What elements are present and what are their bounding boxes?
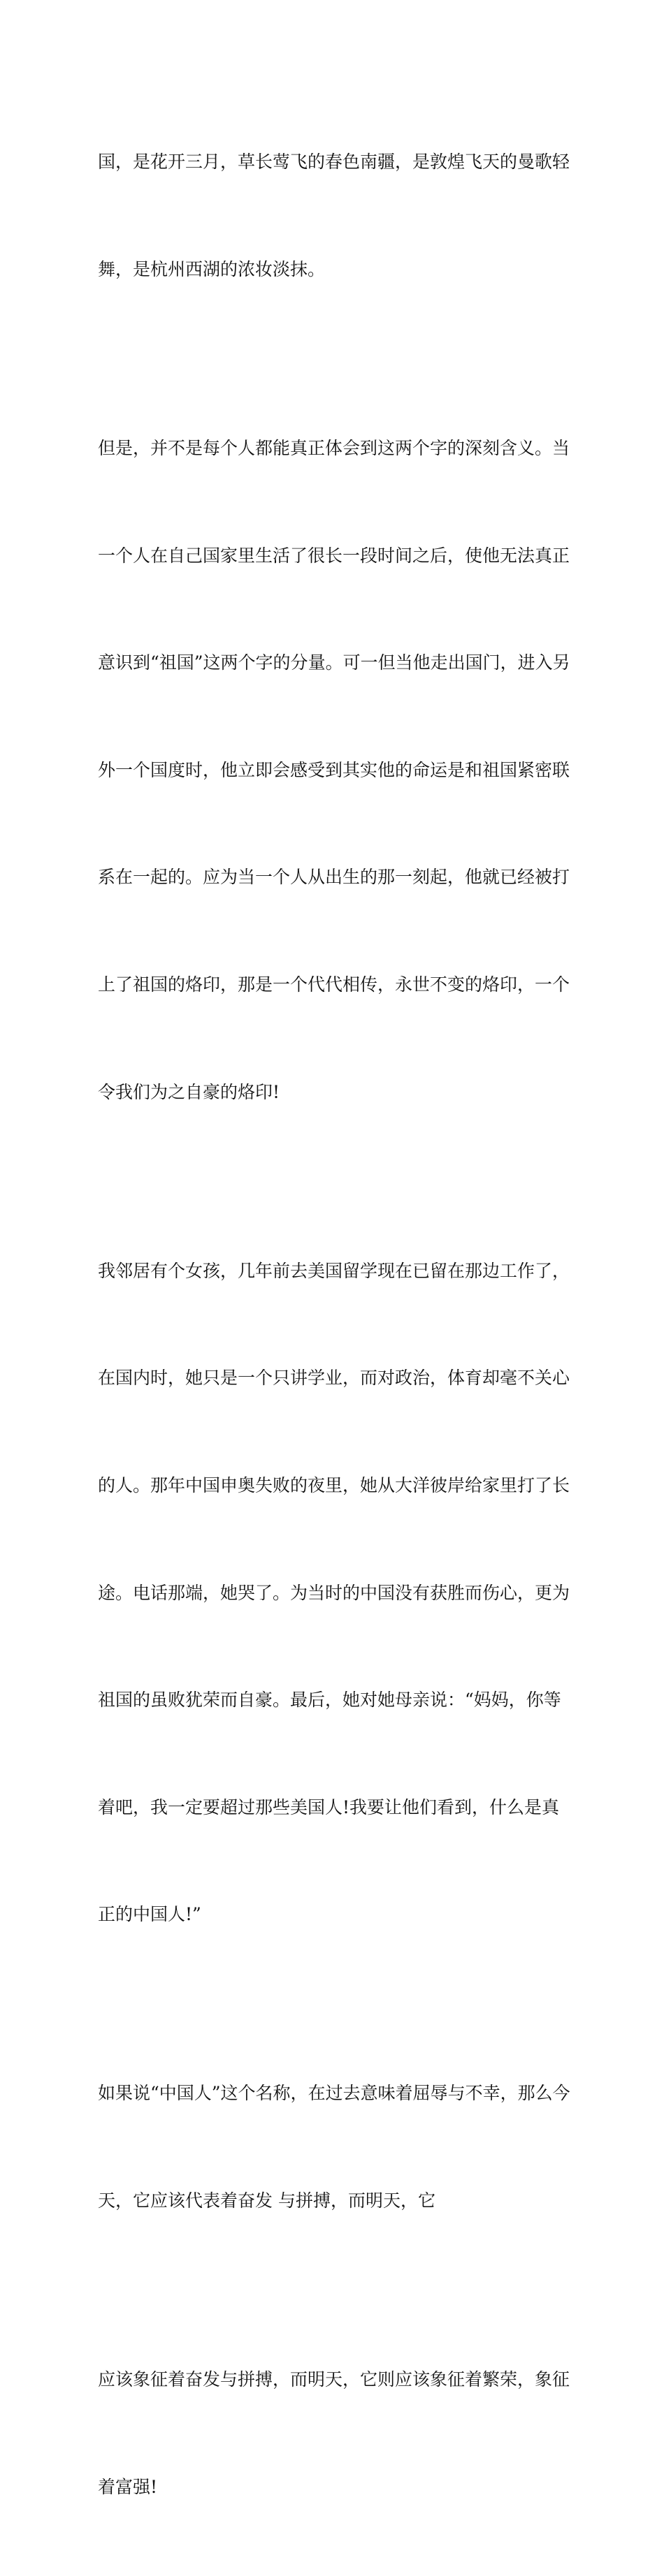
text-line: 的人。那年中国申奥失败的夜里，她从大洋彼岸给家里打了长 bbox=[98, 1474, 570, 1495]
text-line: 我邻居有个女孩，几年前去美国留学现在已留在那边工作了， bbox=[98, 1260, 570, 1281]
text-line: 令我们为之自豪的烙印! bbox=[98, 1081, 280, 1102]
paragraph-4 bbox=[98, 2004, 573, 2290]
text-line: 外一个国度时，他立即会感受到其实他的命运是和祖国紧密联 bbox=[98, 759, 570, 780]
text-line: 但是，并不是每个人都能真正体会到这两个字的深刻含义。当 bbox=[98, 438, 570, 459]
text-line: 系在一起的。应为当一个人从出生的那一刻起，他就已经被打 bbox=[98, 867, 570, 888]
document-body bbox=[98, 73, 573, 2576]
text-line: 祖国的虽败犹荣而自豪。最后，她对她母亲说：“妈妈，你等 bbox=[98, 1690, 561, 1711]
paragraph-3 bbox=[98, 1181, 573, 2004]
text-line: 应该象征着奋发与拼搏，而明天，它则应该象征着繁荣，象征 bbox=[98, 2369, 570, 2390]
paragraph-1 bbox=[98, 73, 573, 359]
text-line: 天，它应该代表着奋发 与拼搏，而明天，它 bbox=[98, 2190, 435, 2211]
text-line: 途。电话那端，她哭了。为当时的中国没有获胜而伤心，更为 bbox=[98, 1582, 570, 1603]
text-line: 着富强! bbox=[98, 2476, 158, 2497]
text-line: 着吧，我一定要超过那些美国人!我要让他们看到，什么是真 bbox=[98, 1796, 560, 1817]
text-line: 意识到“祖国”这两个字的分量。可一但当他走出国门，进入另 bbox=[98, 652, 570, 673]
paragraph-5 bbox=[98, 2290, 573, 2576]
text-line: 一个人在自己国家里生活了很长一段时间之后，使他无法真正 bbox=[98, 545, 570, 566]
paragraph-2 bbox=[98, 359, 573, 1182]
text-line: 在国内时，她只是一个只讲学业，而对政治，体育却毫不关心 bbox=[98, 1368, 570, 1389]
text-line: 正的中国人!” bbox=[98, 1904, 201, 1925]
text-line: 舞，是杭州西湖的浓妆淡抹。 bbox=[98, 259, 326, 280]
text-line: 如果说“中国人”这个名称，在过去意味着屈辱与不幸，那么今 bbox=[98, 2083, 570, 2104]
text-line: 上了祖国的烙印，那是一个代代相传，永世不变的烙印，一个 bbox=[98, 974, 570, 995]
text-line: 国，是花开三月，草长莺飞的春色南疆，是敦煌飞天的曼歌轻 bbox=[98, 152, 570, 173]
